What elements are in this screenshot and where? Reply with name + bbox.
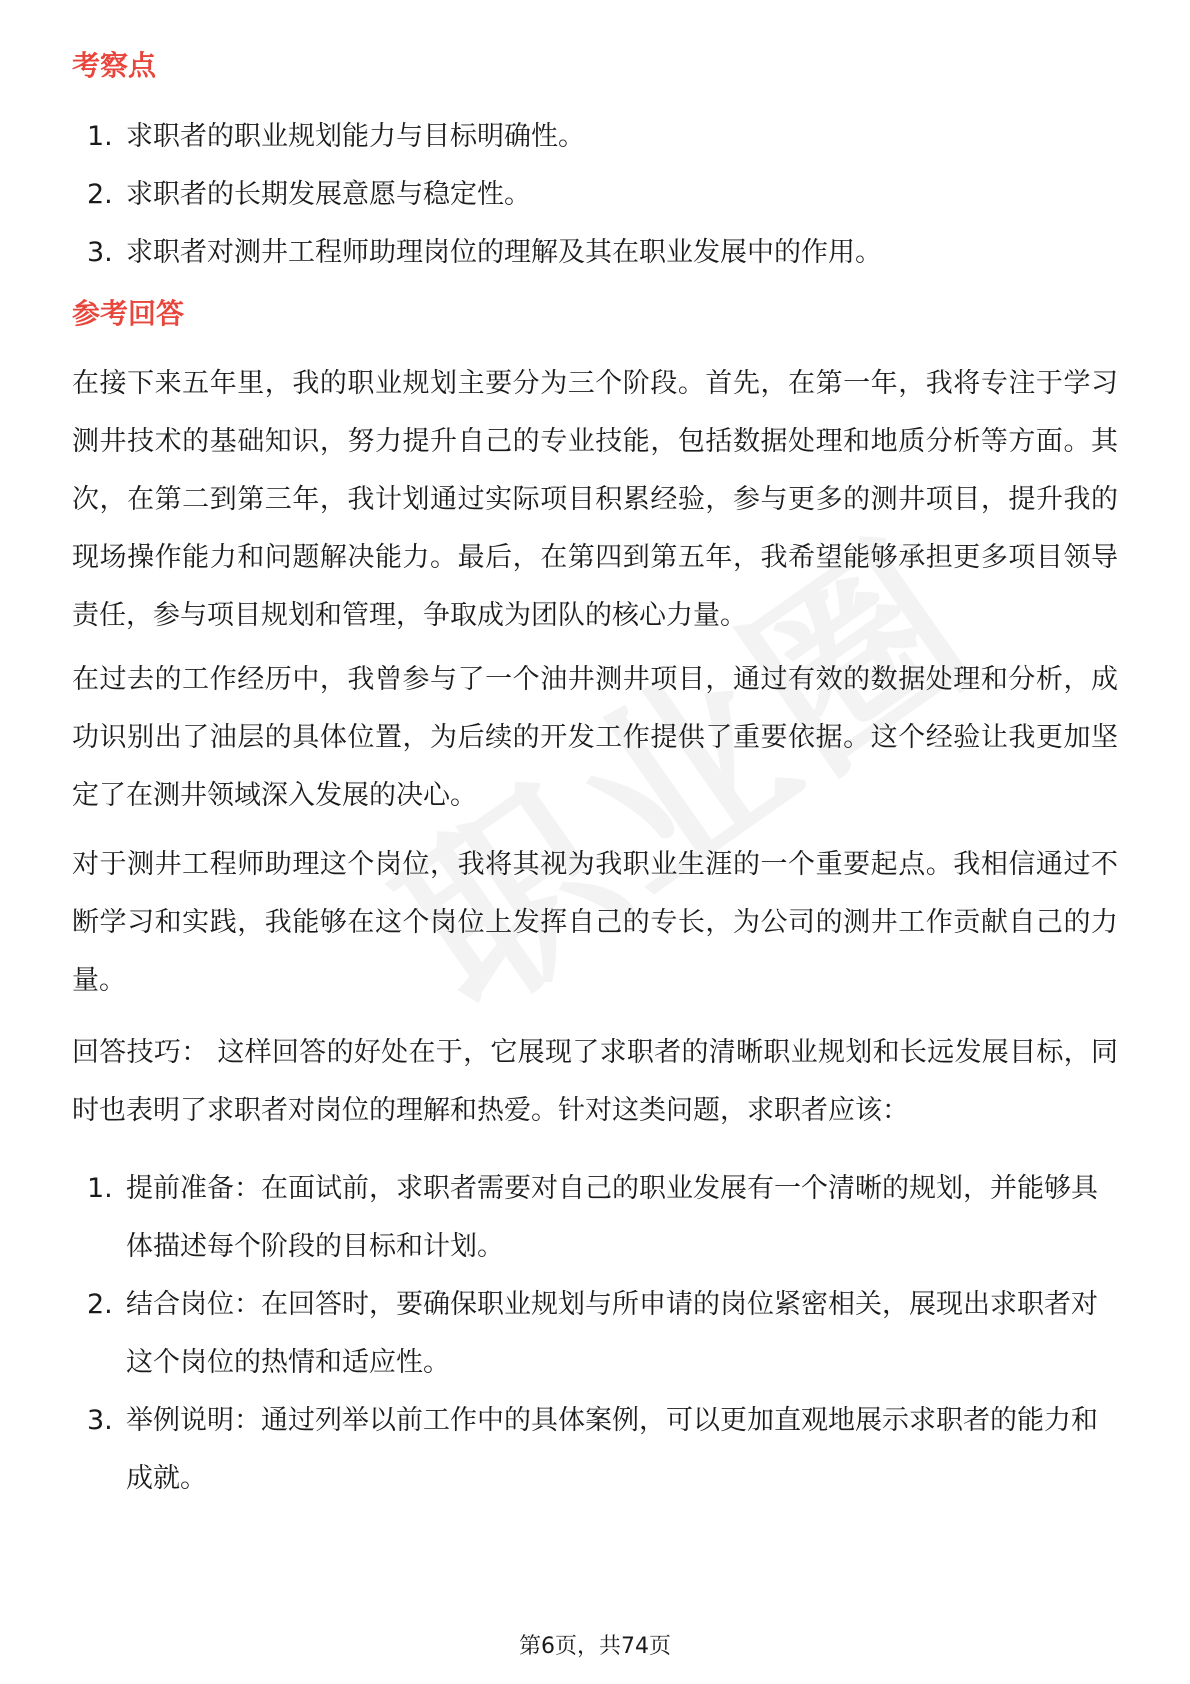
list-item: 1. 提前准备：在面试前，求职者需要对自己的职业发展有一个清晰的规划，并能够具体描述每个阶段的目标和计划。 xyxy=(87,1173,1098,1262)
list-item-text: 求职者的长期发展意愿与稳定性。 xyxy=(126,179,531,210)
list-item: 3. 求职者对测井工程师助理岗位的理解及其在职业发展中的作用。 xyxy=(87,237,882,268)
answer-heading: 参考回答 xyxy=(72,297,185,330)
focus-heading: 考察点 xyxy=(72,49,157,82)
answer-paragraph: 在过去的工作经历中，我曾参与了一个油井测井项目，通过有效的数据处理和分析，成功识别出了油层的具体位置，为后续的开发工作提供了重要依据。这个经验让我更加坚定了在测井领域深入发展的决心。 xyxy=(72,664,1118,811)
tips-list xyxy=(72,1160,1118,1508)
list-item: 3. 举例说明：通过列举以前工作中的具体案例，可以更加直观地展示求职者的能力和成就。 xyxy=(87,1405,1098,1494)
list-item-text: 结合岗位：在回答时，要确保职业规划与所申请的岗位紧密相关，展现出求职者对这个岗位的热情和适应性。 xyxy=(126,1289,1098,1378)
answer-paragraph: 对于测井工程师助理这个岗位，我将其视为我职业生涯的一个重要起点。我相信通过不断学习和实践，我能够在这个岗位上发挥自己的专长，为公司的测井工作贡献自己的力量。 xyxy=(72,849,1118,996)
list-item-text: 求职者的职业规划能力与目标明确性。 xyxy=(126,121,585,152)
list-item-text: 提前准备：在面试前，求职者需要对自己的职业发展有一个清晰的规划，并能够具体描述每个阶段的目标和计划。 xyxy=(126,1173,1098,1262)
list-item-text: 求职者对测井工程师助理岗位的理解及其在职业发展中的作用。 xyxy=(126,237,882,268)
tips-intro: 回答技巧： 这样回答的好处在于，它展现了求职者的清晰职业规划和长远发展目标，同时也表明了求职者对岗位的理解和热爱。针对这类问题，求职者应该： xyxy=(72,1037,1118,1126)
list-item-text: 举例说明：通过列举以前工作中的具体案例，可以更加直观地展示求职者的能力和成就。 xyxy=(126,1405,1098,1494)
list-item: 2. 求职者的长期发展意愿与稳定性。 xyxy=(87,179,531,210)
answer-paragraph: 在接下来五年里，我的职业规划主要分为三个阶段。首先，在第一年，我将专注于学习测井技术的基础知识，努力提升自己的专业技能，包括数据处理和地质分析等方面。其次，在第二到第三年，我计划通过实际项目积累经验，参与更多的测井项目，提升我的现场操作能力和问题解决能力。最后，在第四到第五年，我希望能够承担更多项目领导责任，参与项目规划和管理，争取成为团队的核心力量。 xyxy=(72,368,1118,631)
focus-list xyxy=(72,108,1118,282)
page-number: 第6页，共74页 xyxy=(519,1634,671,1659)
list-item: 1. 求职者的职业规划能力与目标明确性。 xyxy=(87,121,585,152)
list-item: 2. 结合岗位：在回答时，要确保职业规划与所申请的岗位紧密相关，展现出求职者对这个岗位的热情和适应性。 xyxy=(87,1289,1098,1378)
